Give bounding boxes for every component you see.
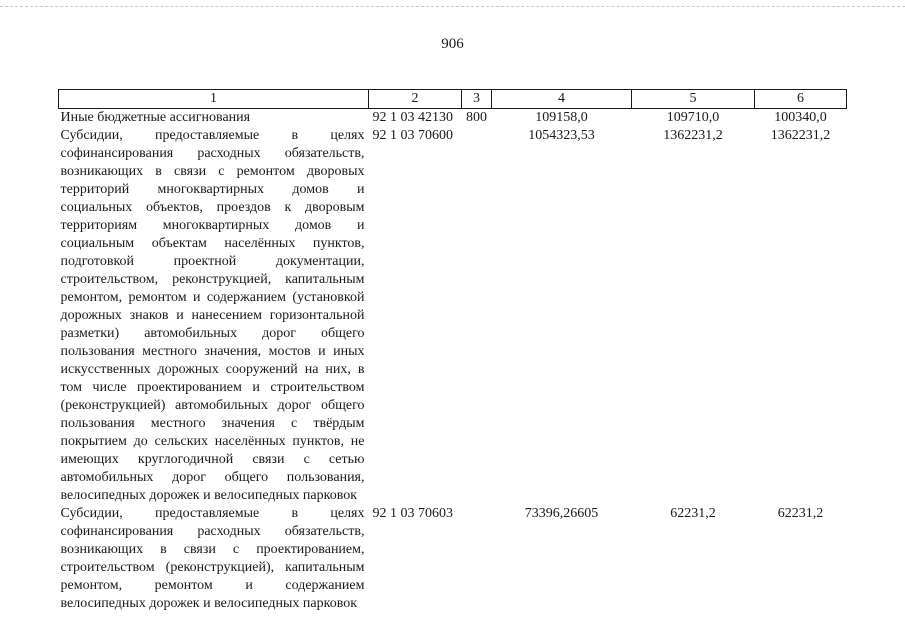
row-amount-col6: 100340,0 bbox=[774, 110, 827, 125]
page-number: 906 bbox=[441, 36, 464, 52]
table-row bbox=[59, 505, 847, 613]
budget-table bbox=[58, 89, 847, 613]
row-amount-col4: 73396,26605 bbox=[524, 506, 599, 521]
header-col-5: 5 bbox=[632, 90, 755, 109]
table-row bbox=[59, 109, 847, 128]
row-expense-type: 800 bbox=[466, 110, 487, 125]
row-target-code: 92 1 03 70600 bbox=[372, 128, 453, 143]
page-top-edge bbox=[0, 6, 905, 7]
header-col-3: 3 bbox=[462, 90, 492, 109]
row-name: Субсидии, предоставляемые в целях софинансирования расходных обязательств, возникающих в связи с проектированием, строительством (реконструкцией), капитальным ремонтом, ремонтом и содержанием велосипедных дорожек и велосипедных парковок bbox=[60, 506, 365, 611]
header-col-2: 2 bbox=[369, 90, 462, 109]
row-amount-col6: 62231,2 bbox=[777, 506, 824, 521]
row-amount-col5: 62231,2 bbox=[670, 506, 716, 521]
table-header-row bbox=[59, 90, 847, 109]
row-target-code: 92 1 03 42130 bbox=[372, 110, 453, 125]
row-amount-col5: 1362231,2 bbox=[663, 128, 723, 143]
table-row bbox=[59, 127, 847, 505]
row-name: Иные бюджетные ассигнования bbox=[60, 110, 251, 125]
row-name: Субсидии, предоставляемые в целях софинансирования расходных обязательств, возникающих в связи с ремонтом дворовых территорий многоквартирных домов и социальных объектов, проездов к дворовым территориям многоквартирных домов и социальным объектам населённых пунктов, подготовкой проектной документации, строительством, реконструкцией, капитальным ремонтом, ремонтом и содержанием (установкой дорожных знаков и нанесением горизонтальной разметки) автомобильных дорог общего пользования местного значения, мостов и иных искусственных дорожных сооружений на них, в том числе проектированием и строительством (реконструкцией) автомобильных дорог общего пользования местного значения с твёрдым покрытием до сельских населённых пунктов, не имеющих круглогодичной связи с сетью автомобильных дорог общего пользования, велосипедных дорожек и велосипедных парковок bbox=[60, 128, 365, 503]
row-expense-type bbox=[462, 505, 492, 613]
row-amount-col4: 109158,0 bbox=[535, 110, 588, 125]
header-col-6: 6 bbox=[755, 90, 847, 109]
row-amount-col4: 1054323,53 bbox=[528, 128, 595, 143]
row-expense-type bbox=[462, 127, 492, 505]
header-col-4: 4 bbox=[492, 90, 632, 109]
row-amount-col6: 1362231,2 bbox=[770, 128, 831, 143]
header-col-1: 1 bbox=[59, 90, 369, 109]
row-amount-col5: 109710,0 bbox=[666, 110, 720, 125]
row-target-code: 92 1 03 70603 bbox=[372, 506, 453, 521]
